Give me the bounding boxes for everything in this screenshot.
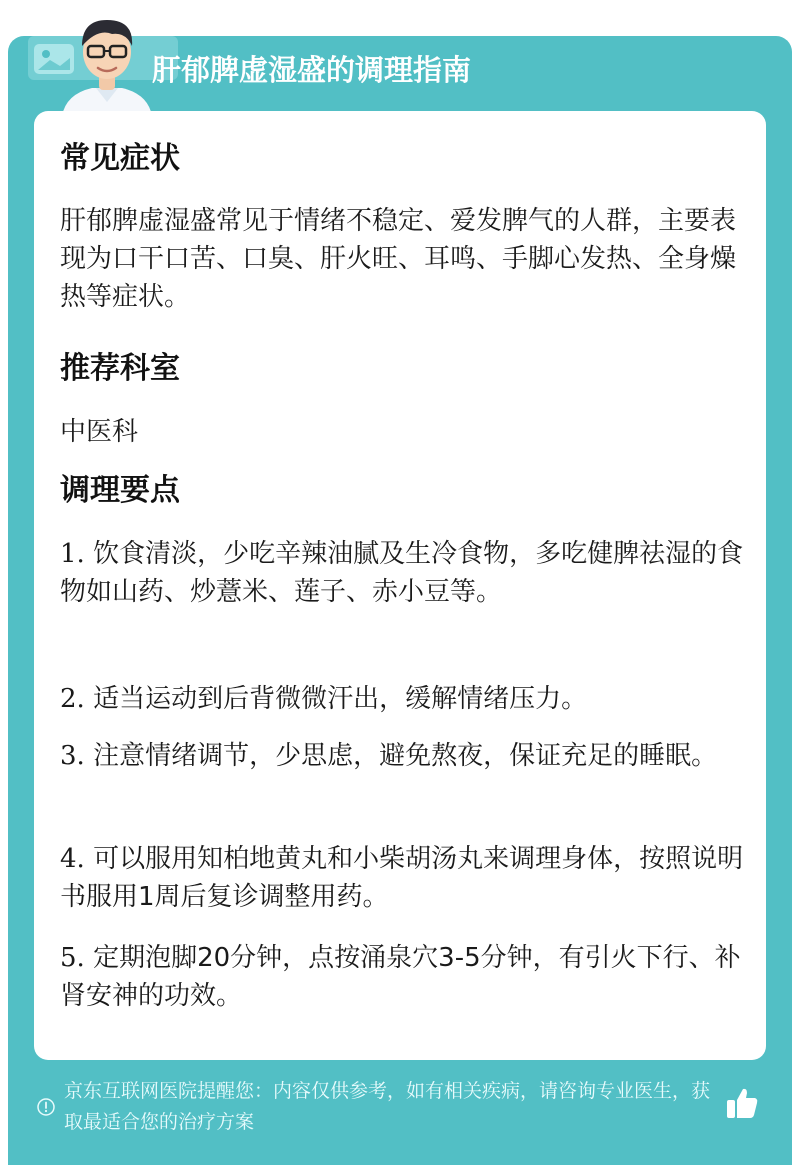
footer-disclaimer: 京东互联网医院提醒您：内容仅供参考，如有相关疾病，请咨询专业医生，获取最适合您的治疗方案 xyxy=(64,1080,711,1133)
care-item-number: 1. xyxy=(60,539,85,569)
care-item-3 xyxy=(60,737,744,775)
care-item-text: 可以服用知柏地黄丸和小柴胡汤丸来调理身体，按照说明书服用1周后复诊调整用药。 xyxy=(60,844,744,912)
care-item-number: 4. xyxy=(60,844,85,874)
care-item-4 xyxy=(60,840,744,916)
section-title-symptoms: 常见症状 xyxy=(60,141,180,176)
care-item-2 xyxy=(60,680,744,718)
care-item-text: 定期泡脚20分钟，点按涌泉穴3-5分钟，有引火下行、补肾安神的功效。 xyxy=(60,943,741,1011)
care-item-text: 饮食清淡，少吃辛辣油腻及生冷食物，多吃健脾祛湿的食物如山药、炒薏米、莲子、赤小豆等。 xyxy=(60,539,744,607)
section-title-department: 推荐科室 xyxy=(60,351,180,386)
department-text: 中医科 xyxy=(60,417,139,447)
info-circle-icon xyxy=(36,1097,56,1117)
care-item-1 xyxy=(60,535,744,611)
care-item-5 xyxy=(60,939,744,1015)
page-title: 肝郁脾虚湿盛的调理指南 xyxy=(152,53,472,87)
care-item-text: 适当运动到后背微微汗出，缓解情绪压力。 xyxy=(84,684,588,714)
care-item-text: 注意情绪调节，少思虑，避免熬夜，保证充足的睡眠。 xyxy=(84,741,718,771)
section-title-care: 调理要点 xyxy=(60,473,180,508)
thumbs-up-icon[interactable] xyxy=(724,1085,760,1121)
doctor-avatar xyxy=(52,6,162,116)
care-item-number: 2. xyxy=(60,684,85,714)
care-item-number: 3. xyxy=(60,741,85,771)
content-card xyxy=(34,111,766,1060)
care-item-number: 5. xyxy=(60,943,85,973)
symptoms-text: 肝郁脾虚湿盛常见于情绪不稳定、爱发脾气的人群，主要表现为口干口苦、口臭、肝火旺、耳鸣、手脚心发热、全身燥热等症状。 xyxy=(60,206,737,312)
